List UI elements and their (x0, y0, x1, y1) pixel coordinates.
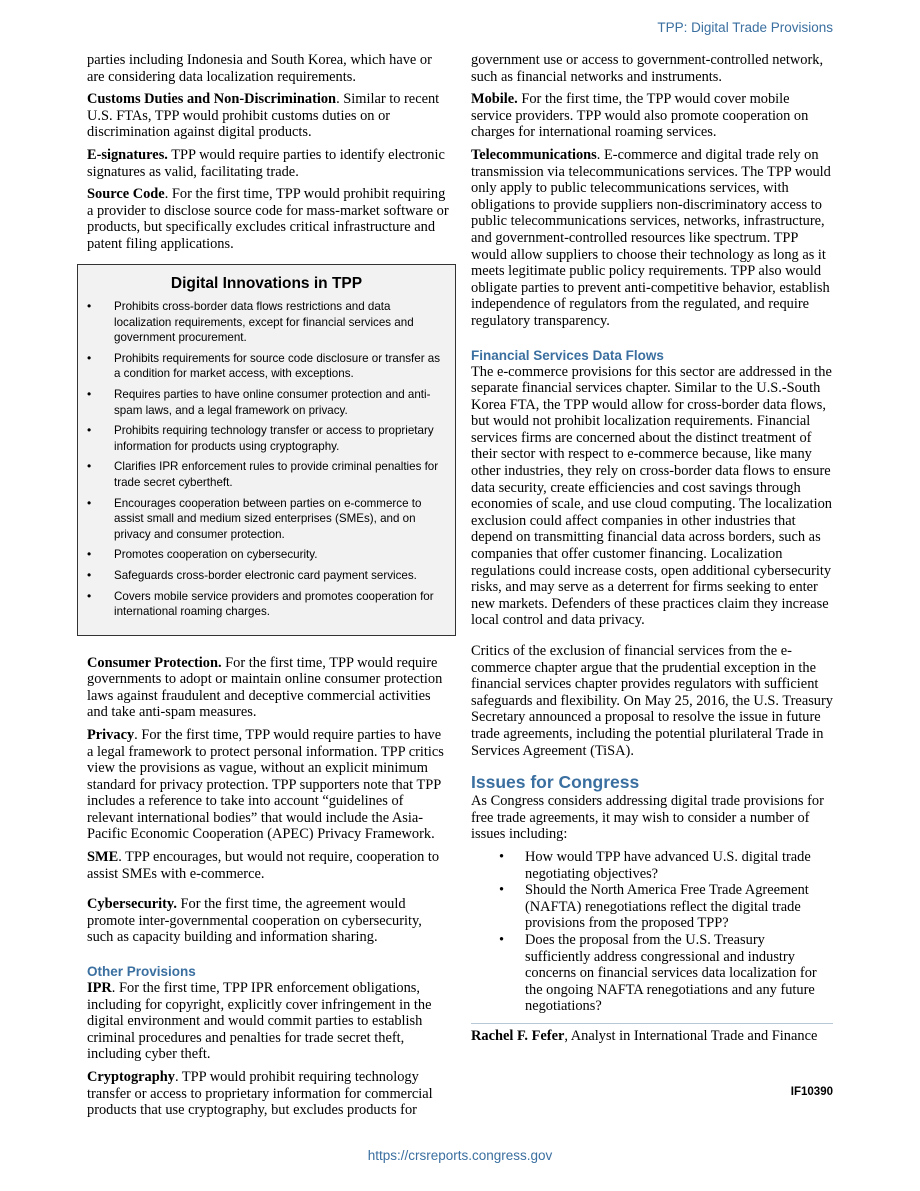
cybersecurity-text: For the first time, the agreement would promote inter-governmental cooperation on cybersecurity, such as capacity building and information sharing. (87, 896, 422, 946)
financial-services-heading: Financial Services Data Flows (471, 347, 664, 363)
innovation-item: • Prohibits requirements for source code disclosure or transfer as a condition for market access, with exceptions. (114, 351, 443, 382)
innovation-item: • Promotes cooperation on cybersecurity. (114, 547, 443, 563)
mobile-lead: Mobile. (471, 91, 518, 108)
consumer-protection-lead: Consumer Protection. (87, 654, 222, 671)
innovation-item: • Prohibits requiring technology transfer or access to proprietary information for products using cryptography. (114, 423, 443, 454)
other-provisions-heading: Other Provisions (87, 964, 196, 980)
cryptography-lead: Cryptography (87, 1069, 175, 1085)
privacy-text: . For the first time, TPP would require parties to have a legal framework to protect personal information. TPP critics view the provisions as vague, without an explicit minimum standard for privacy protection. TPP supporters note that TPP includes a reference to take into account “guidelines of relevant international bodies” that would include the Asia-Pacific Economic Cooperation (APEC) Privacy Framework. (87, 726, 444, 843)
cryptography-text: . TPP would prohibit requiring technology transfer or access to proprietary information for commercial products that use cryptography, but excludes products for (87, 1069, 433, 1119)
innovations-title: Digital Innovations in TPP (170, 275, 363, 292)
author-title: , Analyst in International Trade and Finance (564, 1027, 818, 1044)
consumer-protection-text: For the first time, TPP would require governments to adopt or maintain online consumer protection laws against fraudulent and deceptive commercial activities and take anti-spam measures. (87, 654, 443, 721)
cybersecurity-paragraph (87, 896, 449, 946)
cryptography-paragraph (87, 1069, 449, 1119)
esignatures-lead: E-signatures. (87, 146, 168, 163)
source-code-paragraph (87, 186, 449, 252)
esignatures-text: TPP would require parties to identify electronic signatures as valid, facilitating trade. (87, 146, 445, 180)
privacy-paragraph (87, 727, 449, 843)
telecom-text: . E-commerce and digital trade rely on transmission via telecommunications services. The TPP would only apply to public telecommunications services, with obligations to provide suppliers non-discriminatory access to public telecommunications services, networks, infrastructure, and government-controlled resources like spectrum. TPP would allow suppliers to choose their technology as long as it meets legitimate public policy requirements. TPP also would obligate parties to prevent anti-competitive behavior, establish independence of regulators from the regulated, and require regulatory transparency. (471, 146, 831, 329)
source-code-text: . For the first time, TPP would prohibit requiring a provider to disclose source code for mass-market software or products, but specifically excludes critical infrastructure and patent filing applications. (87, 186, 449, 252)
mobile-text: For the first time, the TPP would cover mobile service providers. TPP would also promote cooperation on charges for international roaming services. (471, 91, 809, 141)
innovation-item: • Covers mobile service providers and promotes cooperation for international roaming charges. (114, 589, 443, 620)
issue-item: • Does the proposal from the U.S. Treasury sufficiently address congressional and industry concerns on financial services data localization for the ongoing NAFTA renegotiations and any future negotiations? (525, 932, 833, 1015)
innovation-item: • Prohibits cross-border data flows restrictions and data localization requirements, except for financial services and government procurement. (114, 299, 443, 346)
innovation-item: • Safeguards cross-border electronic card payment services. (114, 568, 443, 584)
innovations-list (78, 299, 455, 620)
issues-heading: Issues for Congress (471, 772, 640, 793)
customs-paragraph (87, 91, 449, 141)
issues-intro: As Congress considers addressing digital trade provisions for free trade agreements, it may wish to consider a number of issues including: (471, 793, 824, 843)
financial-paragraph-2: Critics of the exclusion of financial services from the e-commerce chapter argue that the prudential exception in the financial services chapter provides regulators with sufficient safeguards and flexibility. On May 25, 2016, the U.S. Treasury Secretary announced a proposal to resolve the issue in future trade agreements, including the potential plurilateral Trade in Services Agreement (TiSA). (471, 643, 833, 759)
ipr-paragraph (87, 980, 449, 1063)
digital-innovations-box (77, 264, 456, 636)
customs-lead: Customs Duties and Non-Discrimination (87, 91, 337, 108)
mobile-paragraph (471, 91, 833, 141)
consumer-protection-paragraph (87, 655, 449, 721)
header-title: TPP: Digital Trade Provisions (657, 20, 833, 35)
customs-text: . Similar to recent U.S. FTAs, TPP would prohibit customs duties on or discrimination against digital products. (87, 91, 440, 141)
innovation-item: • Clarifies IPR enforcement rules to provide criminal penalties for trade secret cybertheft. (114, 459, 443, 490)
sme-text: . TPP encourages, but would not require, cooperation to assist SMEs with e-commerce. (87, 849, 440, 882)
innovation-item: • Requires parties to have online consumer protection and anti-spam laws, and a legal framework on privacy. (114, 387, 443, 418)
sme-lead: SME (87, 849, 119, 866)
continuation-text: government use or access to government-controlled network, such as financial networks and instruments. (471, 52, 824, 85)
author-block (471, 1023, 833, 1045)
footer-url[interactable]: https://crsreports.congress.gov (367, 1148, 553, 1163)
right-column (471, 52, 833, 1044)
issue-item: • Should the North America Free Trade Agreement (NAFTA) renegotiations reflect the digital trade provisions from the proposed TPP? (525, 882, 833, 932)
author-name: Rachel F. Fefer (471, 1027, 565, 1044)
issue-item: • How would TPP have advanced U.S. digital trade negotiating objectives? (525, 849, 833, 882)
financial-paragraph-1: The e-commerce provisions for this sector are addressed in the separate financial services chapter. Similar to the U.S.-South Korea FTA, the TPP would allow for cross-border data flows, but would not prohibit localization requirements. Financial services firms are concerned about the distinct treatment of their sector with respect to e-commerce because, like many other industries, they rely on cross-border data flows to ensure data security, create efficiencies and cost savings through economies of scale, and use cloud computing. The localization exclusion could affect companies in other industries that depend on transmitting financial data across borders, such as companies that offer customer financing. Localization regulations could increase costs, open additional cybersecurity risks, and may serve as a deterrent for firms seeking to enter new markets. Defenders of these practices claim they increase local control and data privacy. (471, 363, 832, 629)
intro-text: parties including Indonesia and South Korea, which have or are considering data localization requirements. (87, 52, 432, 85)
innovation-item: • Encourages cooperation between parties on e-commerce to assist small and medium sized enterprises (SMEs), and on privacy and consumer protection. (114, 496, 443, 543)
esignatures-paragraph (87, 147, 449, 180)
product-id: IF10390 (790, 1086, 833, 1098)
ipr-lead: IPR (87, 980, 112, 997)
sme-paragraph (87, 849, 449, 882)
issues-list (471, 849, 833, 1015)
telecom-lead: Telecommunications (471, 146, 597, 163)
cybersecurity-lead: Cybersecurity. (87, 896, 177, 913)
source-code-lead: Source Code (87, 186, 165, 203)
ipr-text: . For the first time, TPP IPR enforcement obligations, including for copyright, explicitly cover infringement in the digital environment and would commit parties to establish criminal procedures and penalties for trade secret theft, including cyber theft. (87, 980, 432, 1063)
telecom-paragraph (471, 147, 833, 330)
privacy-lead: Privacy (87, 726, 135, 743)
